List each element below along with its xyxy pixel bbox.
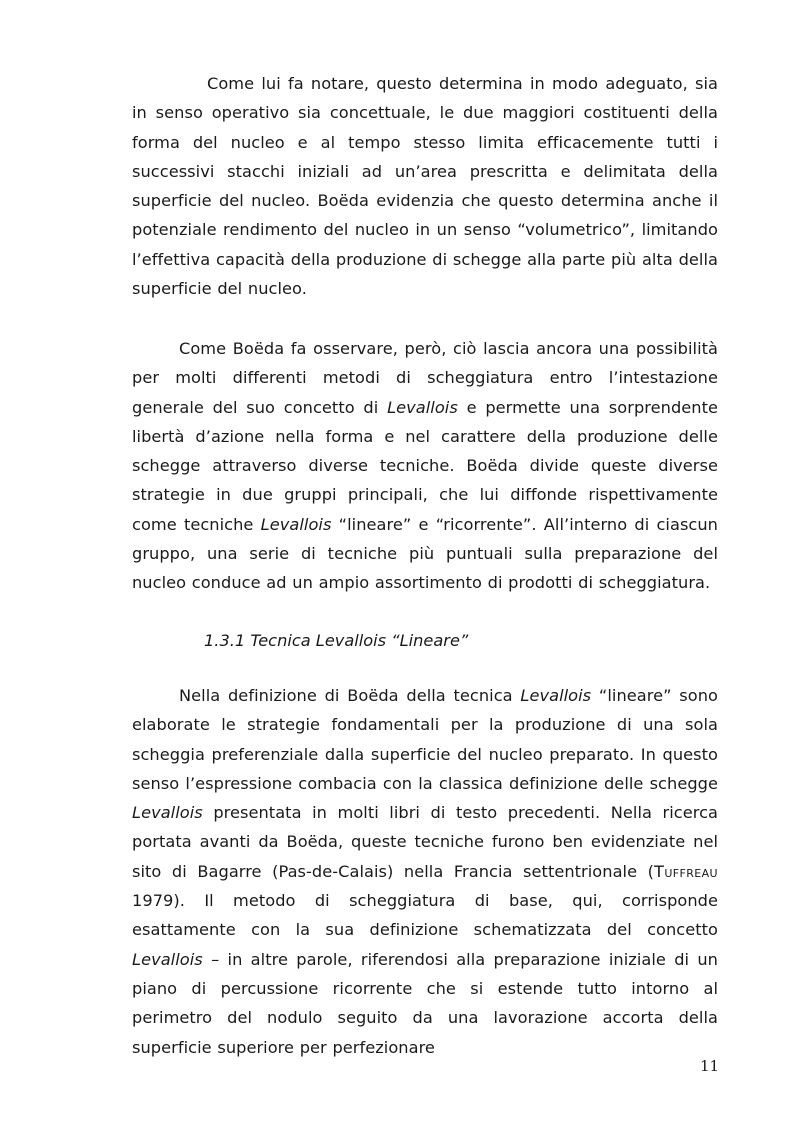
paragraph-2 <box>132 334 718 598</box>
paragraph-1 <box>132 69 718 303</box>
paragraph-3-part-2: “lineare” sono elaborate le strategie fondamentali per la produzione di una sola scheggia preferenziale dalla superficie del nucleo preparato. In questo senso l’espressione combacia con la classica definizione delle schegge <box>132 686 718 793</box>
paragraph-3-part-1: Nella definizione di Boëda della tecnica <box>179 686 521 705</box>
paragraph-3-part-3: presentata in molti libri di testo precedenti. Nella ricerca portata avanti da Boëda, queste tecniche furono ben evidenziate nel sito di Bagarre (Pas-de-Calais) nella Francia settentrionale ( <box>132 803 718 881</box>
levallois-term: Levallois <box>520 686 592 705</box>
paragraph-2-part-3: “lineare” e “ricorrente”. All’interno di ciascun gruppo, una serie di tecniche più puntuali sulla preparazione del nucleo conduce ad un ampio assortimento di prodotti di scheggiatura. <box>132 514 718 593</box>
levallois-term: Levallois <box>132 803 203 823</box>
levallois-term: Levallois <box>132 949 203 969</box>
paragraph-3 <box>132 681 718 1062</box>
page-number: 11 <box>700 1057 720 1075</box>
paragraph-2-part-2: e permette una sorprendente libertà d’azione nella forma e nel carattere della produzione delle schegge attraverso diverse tecniche. Boëda divide queste diverse strategie in due gruppi principali, che lui diffonde rispettivamente come tecniche <box>132 397 718 534</box>
levallois-term: Levallois <box>260 514 332 534</box>
paragraph-1-text: Come lui fa notare, questo determina in modo adeguato, sia in senso operativo sia concettuale, le due maggiori costituenti della forma del nucleo e al tempo stesso limita efficacemente tutti i successivi stacchi iniziali ad un’area prescritta e delimitata della superficie del nucleo. Boëda evidenzia che questo determina anche il potenziale rendimento del nucleo in un senso “volumetrico”, limitando l’effettiva capacità della produzione di schegge alla parte più alta della superficie del nucleo. <box>132 74 718 299</box>
section-heading: 1.3.1 Tecnica Levallois “Lineare” <box>204 631 469 650</box>
paragraph-3-part-4: Il metodo di scheggiatura di base, qui, corrisponde esattamente con la sua definizione schematizzata del concetto <box>132 891 718 940</box>
citation-year: 1979). <box>132 891 185 911</box>
paragraph-3-part-5: – in altre parole, riferendosi alla preparazione iniziale di un piano di percussione ricorrente che si estende tutto intorno al perimetro del nodulo seguito da una lavorazione accorta della superficie superiore per perfezionare <box>132 949 718 1057</box>
paragraph-2-part-1: Come Boëda fa osservare, però, ciò lascia ancora una possibilità per molti differenti metodi di scheggiatura entro l’intestazione generale del suo concetto di <box>132 339 718 417</box>
citation-author: Tuffreau <box>654 861 718 881</box>
levallois-term: Levallois <box>387 397 458 417</box>
